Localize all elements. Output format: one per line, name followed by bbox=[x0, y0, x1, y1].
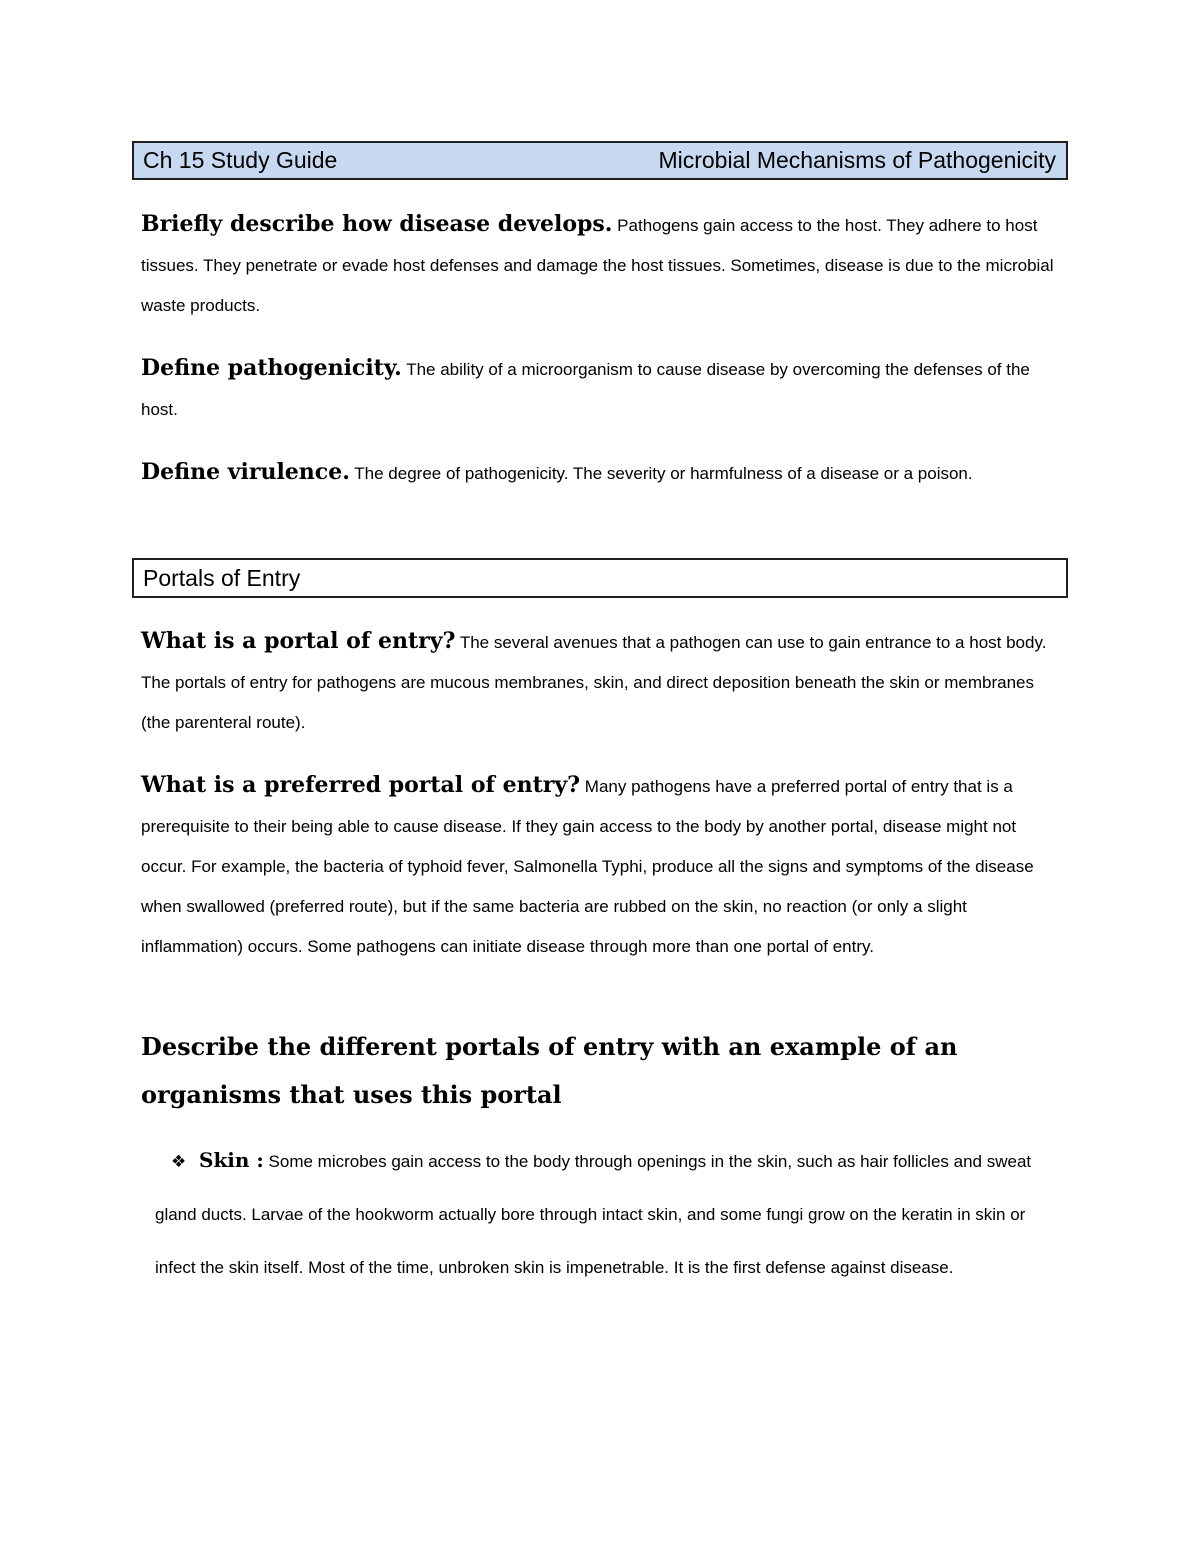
answer: Many pathogens have a preferred portal of entry that is a prerequisite to their being able to cause disease. If they gain access to the body by another portal, disease might not occur. For example, the bacteria of typhoid fever, Salmonella Typhi, produce all the signs and symptoms of the disease when swallowed (preferred route), but if the same bacteria are rubbed on the skin, no reaction (or only a slight inflammation) occurs. Some pathogens can initiate disease through more than one portal of entry. bbox=[141, 777, 1034, 956]
chapter-topic: Microbial Mechanisms of Pathogenicity bbox=[658, 147, 1056, 173]
answer: The several avenues that a pathogen can use to gain entrance to a host body. The portals of entry for pathogens are mucous membranes, skin, and direct deposition beneath the skin or membranes (the parenteral route). bbox=[141, 633, 1047, 732]
question: What is a portal of entry? bbox=[141, 628, 456, 654]
section-title: Portals of Entry bbox=[143, 564, 301, 591]
bullet-item bbox=[155, 1134, 1065, 1294]
answer: The degree of pathogenicity. The severity or harmfulness of a disease or a poison. bbox=[354, 464, 973, 483]
describe-heading: Describe the different portals of entry with an example of an organisms that uses this portal bbox=[141, 1032, 958, 1109]
qa-paragraph bbox=[141, 765, 1061, 967]
question: Briefly describe how disease develops. bbox=[141, 211, 613, 237]
title-banner bbox=[132, 141, 1068, 180]
bullet-text: Some microbes gain access to the body through openings in the skin, such as hair follicles and sweat gland ducts. Larvae of the hookworm actually bore through intact skin, and some fungi grow on the keratin in skin or infect the skin itself. Most of the time, unbroken skin is impenetrable. It is the first defense against disease. bbox=[155, 1152, 1032, 1277]
question: Define virulence. bbox=[141, 459, 350, 485]
qa-paragraph bbox=[141, 621, 1061, 743]
qa-paragraph bbox=[141, 452, 1061, 494]
chapter-title: Ch 15 Study Guide bbox=[143, 147, 338, 173]
question: What is a preferred portal of entry? bbox=[141, 772, 581, 798]
qa-paragraph bbox=[141, 348, 1061, 430]
answer: Pathogens gain access to the host. They adhere to host tissues. They penetrate or evade host defenses and damage the host tissues. Sometimes, disease is due to the microbial waste products. bbox=[141, 216, 1054, 315]
section-banner bbox=[132, 558, 1068, 598]
qa-paragraph bbox=[141, 204, 1061, 326]
diamond-bullet-icon: ❖ bbox=[171, 1152, 187, 1171]
bullet-term: Skin : bbox=[199, 1148, 264, 1172]
answer: The ability of a microorganism to cause disease by overcoming the defenses of the host. bbox=[141, 360, 1030, 419]
question: Define pathogenicity. bbox=[141, 355, 402, 381]
